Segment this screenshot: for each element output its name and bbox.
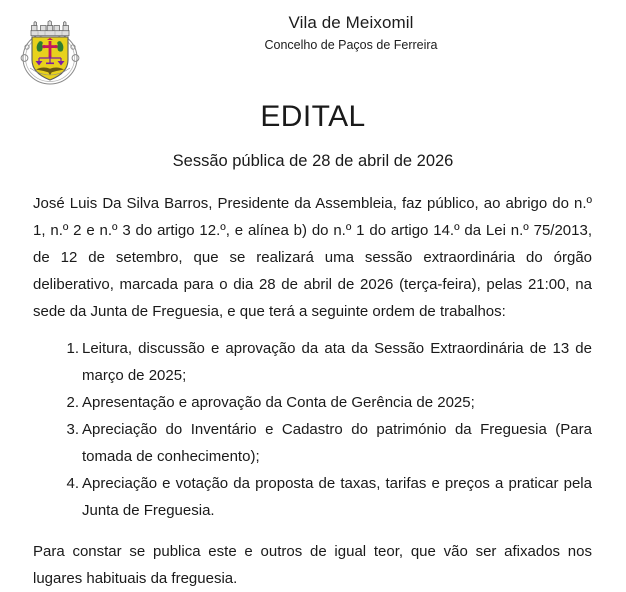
agenda-item-text: Apreciação e votação da proposta de taxas, tarifas e preços a praticar pela Junta de Freguesia. xyxy=(82,475,592,519)
agenda-item-text: Leitura, discussão e aprovação da ata da Sessão Extraordinária de 13 de março de 2025; xyxy=(82,340,592,384)
document-header xyxy=(0,0,626,92)
intro-paragraph: José Luis Da Silva Barros, Presidente da Assembleia, faz público, ao abrigo do n.º 1, n.º 2 e n.º 3 do artigo 12.º, e alínea b) do n.º 1 do artigo 14.º da Lei n.º 75/2013, de 12 de setembro, que se realizará uma sessão extraordinária do órgão deliberativo, marcada para o dia 28 de abril de 2026 (terça-feira), pelas 21:00, na sede da Junta de Freguesia, e que terá a seguinte ordem de trabalhos: xyxy=(33,195,592,320)
agenda-item-text: Apresentação e aprovação da Conta de Gerência de 2025; xyxy=(82,394,475,411)
header-titles xyxy=(96,12,606,54)
agenda-list xyxy=(33,335,592,524)
coat-of-arms-icon xyxy=(14,16,86,88)
agenda-item-number: 4. xyxy=(66,475,79,492)
agenda-item xyxy=(33,470,592,524)
organization-name: Vila de Meixomil xyxy=(288,13,414,32)
agenda-item xyxy=(33,389,592,416)
agenda-item-number: 1. xyxy=(66,340,79,357)
page-title: EDITAL xyxy=(260,100,366,133)
agenda-item xyxy=(33,416,592,470)
document-body xyxy=(33,190,592,592)
agenda-item-number: 3. xyxy=(66,421,79,438)
agenda-item-number: 2. xyxy=(66,394,79,411)
agenda-item-text: Apreciação do Inventário e Cadastro do património da Freguesia (Para tomada de conhecimento); xyxy=(82,421,592,465)
document-subtitle: Sessão pública de 28 de abril de 2026 xyxy=(172,152,454,170)
organization-subtitle: Concelho de Paços de Ferreira xyxy=(264,38,438,52)
closing-paragraph: Para constar se publica este e outros de igual teor, que vão ser afixados nos lugares habituais da freguesia. xyxy=(33,543,592,587)
agenda-item xyxy=(33,335,592,389)
